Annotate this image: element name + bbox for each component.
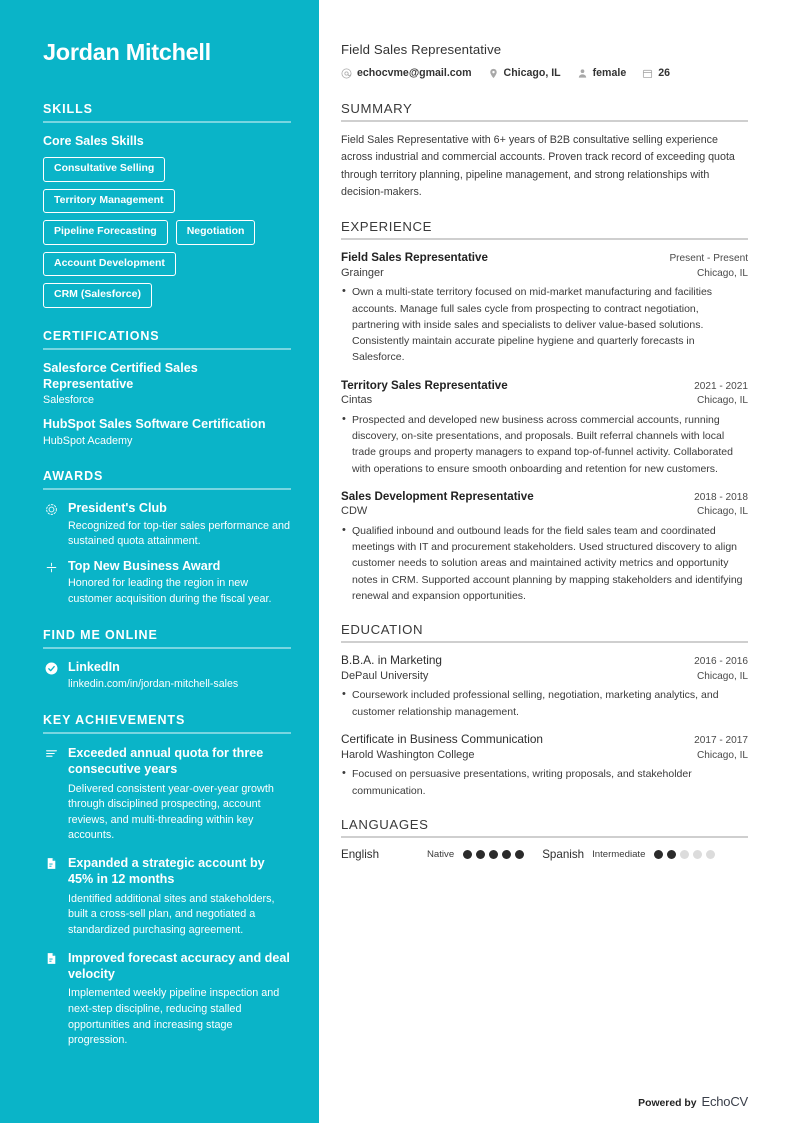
language-item xyxy=(341,848,524,861)
experience-dates: 2018 - 2018 xyxy=(694,491,748,503)
certifications-divider xyxy=(43,348,291,350)
medal-icon xyxy=(43,501,59,516)
education-degree: B.B.A. in Marketing xyxy=(341,653,442,668)
certification-org: HubSpot Academy xyxy=(43,435,133,448)
sidebar-section-find-me-online xyxy=(43,628,291,692)
education-entry xyxy=(341,653,748,720)
education-bullets xyxy=(341,687,748,720)
contact-gender-value: female xyxy=(592,67,627,79)
online-profile-label[interactable]: LinkedIn xyxy=(68,659,120,674)
achievement-description: Implemented weekly pipeline inspection and next-step discipline, reducing stalled opportunities and increasing stage progression. xyxy=(68,987,280,1047)
education-location: Chicago, IL xyxy=(696,671,748,683)
contact-email-value: echocvme@gmail.com xyxy=(357,67,472,79)
achievement-title: Improved forecast accuracy and deal velocity xyxy=(68,950,290,982)
contact-age xyxy=(642,67,670,79)
contact-location-value: Chicago, IL xyxy=(503,67,561,79)
summary-heading: SUMMARY xyxy=(341,101,413,116)
experience-title: Territory Sales Representative xyxy=(341,378,508,392)
footer-prefix: Powered by xyxy=(638,1098,697,1109)
experience-entry xyxy=(341,378,748,477)
certification-item xyxy=(43,361,291,408)
languages-heading: LANGUAGES xyxy=(341,816,429,832)
education-school: DePaul University xyxy=(341,670,429,683)
sidebar-section-key-achievements xyxy=(43,713,291,1049)
language-name: English xyxy=(341,847,380,861)
sidebar-section-awards xyxy=(43,469,291,607)
summary-text: Field Sales Representative with 6+ years of B2B consultative selling experience across industrial and commercial accounts. Proven track record of exceeding quota through territory planning, pipeline management, and strong relationships with decision-makers. xyxy=(341,134,735,198)
trophy-icon xyxy=(43,559,59,574)
bullet: • Focused on persuasive presentations, writing proposals, and stakeholder communication. xyxy=(341,766,748,799)
experience-bullets xyxy=(341,412,748,477)
experience-org: CDW xyxy=(341,505,368,518)
award-title: President's Club xyxy=(68,501,167,516)
experience-location: Chicago, IL xyxy=(696,506,748,518)
experience-dates: Present - Present xyxy=(669,253,748,265)
certification-org: Salesforce xyxy=(43,394,95,407)
find-me-online-heading: FIND ME ONLINE xyxy=(43,627,158,642)
online-profile-url[interactable]: linkedin.com/in/jordan-mitchell-sales xyxy=(68,678,239,691)
section-education xyxy=(341,622,748,799)
awards-heading: AWARDS xyxy=(43,469,104,484)
online-profile-item[interactable] xyxy=(43,660,291,692)
skill-chip[interactable]: Consultative Selling xyxy=(43,157,165,182)
achievement-item xyxy=(43,745,291,844)
check-circle-icon xyxy=(43,660,59,675)
rating-dot xyxy=(489,850,498,859)
achievement-description: Delivered consistent year-over-year growth through disciplined prospecting, account reviews, and multi-threading within key accounts. xyxy=(68,782,274,842)
skill-chip[interactable]: Pipeline Forecasting xyxy=(43,220,168,245)
rating-dot xyxy=(476,850,485,859)
skills-divider xyxy=(43,121,291,123)
education-school: Harold Washington College xyxy=(341,748,475,761)
education-dates: 2017 - 2017 xyxy=(694,734,748,746)
experience-divider xyxy=(341,238,748,240)
award-description: Honored for leading the region in new customer acquisition during the fiscal year. xyxy=(68,577,272,605)
experience-dates: 2021 - 2021 xyxy=(694,380,748,392)
language-level: Native xyxy=(427,848,455,860)
experience-org: Cintas xyxy=(341,394,373,407)
education-dates: 2016 - 2016 xyxy=(694,656,748,668)
experience-org: Grainger xyxy=(341,266,384,279)
contact-email[interactable] xyxy=(341,67,472,79)
experience-heading: EXPERIENCE xyxy=(341,219,433,235)
rating-dot xyxy=(654,850,663,859)
certifications-heading: CERTIFICATIONS xyxy=(43,328,160,343)
skill-chip[interactable]: Negotiation xyxy=(176,220,256,245)
language-name: Spanish xyxy=(542,847,585,861)
summary-divider xyxy=(341,120,748,122)
languages-divider xyxy=(341,836,748,838)
skill-chip[interactable]: Territory Management xyxy=(43,189,175,214)
education-degree: Certificate in Business Communication xyxy=(341,731,543,746)
award-title: Top New Business Award xyxy=(68,558,221,573)
footer-branding xyxy=(638,1094,748,1109)
location-pin-icon xyxy=(488,68,499,79)
skill-chip[interactable]: Account Development xyxy=(43,252,176,277)
award-item xyxy=(43,559,291,607)
certification-item xyxy=(43,417,291,448)
key-achievements-divider xyxy=(43,732,291,734)
sidebar-section-certifications xyxy=(43,329,291,448)
footer-brand: EchoCV xyxy=(701,1094,748,1109)
sidebar xyxy=(0,0,319,1123)
section-experience xyxy=(341,219,748,604)
at-icon xyxy=(341,68,352,79)
education-heading: EDUCATION xyxy=(341,622,424,638)
education-divider xyxy=(341,641,748,643)
certification-name: Salesforce Certified Sales Representative xyxy=(43,360,198,391)
rating-dot xyxy=(693,850,702,859)
awards-divider xyxy=(43,488,291,490)
achievement-item xyxy=(43,950,291,1049)
bullet: • Coursework included professional selling, negotiation, marketing analytics, and customer relationship management. xyxy=(341,687,748,720)
achievement-description: Identified additional sites and stakeholders, built a cross-sell plan, and negotiated a standardized purchasing agreement. xyxy=(68,892,275,937)
language-level: Intermediate xyxy=(592,848,646,860)
rating-dot xyxy=(706,850,715,859)
achievement-title: Expanded a strategic account by 45% in 12 months xyxy=(68,856,265,887)
language-list xyxy=(341,848,748,861)
award-description: Recognized for top-tier sales performance and sustained quota attainment. xyxy=(68,519,291,548)
job-headline: Field Sales Representative xyxy=(341,42,502,57)
achievement-item xyxy=(43,855,291,939)
bullet: • Own a multi-state territory focused on mid-market manufacturing and facilities accounts. Manage full sales cycle from prospecting to contract negotiation, partnering with inside sales and specialists to deliver value-based solutions. Consistently maintain accurate pipeline hygiene and quarterly forecasts in Salesforce. xyxy=(341,284,748,365)
section-languages xyxy=(341,817,748,861)
sidebar-section-skills xyxy=(43,102,291,308)
key-achievements-heading: KEY ACHIEVEMENTS xyxy=(43,712,186,727)
contact-age-value: 26 xyxy=(658,67,671,79)
language-rating xyxy=(463,850,524,859)
section-summary xyxy=(341,101,748,201)
document-icon xyxy=(43,855,59,870)
experience-location: Chicago, IL xyxy=(696,395,748,407)
contact-location xyxy=(488,67,561,79)
skill-chip[interactable]: CRM (Salesforce) xyxy=(43,283,152,308)
rating-dot xyxy=(502,850,511,859)
experience-bullets xyxy=(341,523,748,604)
certification-name: HubSpot Sales Software Certification xyxy=(43,417,266,432)
rating-dot xyxy=(463,850,472,859)
award-item xyxy=(43,501,291,549)
education-bullets xyxy=(341,766,748,799)
main-content xyxy=(319,0,794,1123)
experience-location: Chicago, IL xyxy=(696,267,748,279)
contact-row xyxy=(341,67,748,79)
calendar-icon xyxy=(642,68,653,79)
experience-title: Sales Development Representative xyxy=(341,489,534,503)
skill-chip-list xyxy=(43,157,291,308)
bullet: • Qualified inbound and outbound leads for the field sales team and coordinated meetings with IT and procurement stakeholders. Used structured discovery to align customer needs to solution areas and maintained activity metrics and opportunity notes in CRM. Supported account planning by mapping stakeholders and identifying renewal and expansion opportunities. xyxy=(341,523,748,604)
experience-entry xyxy=(341,250,748,365)
rating-dot xyxy=(667,850,676,859)
education-location: Chicago, IL xyxy=(696,749,748,761)
skills-group-title: Core Sales Skills xyxy=(43,134,144,149)
document-icon xyxy=(43,950,59,965)
contact-gender xyxy=(577,67,627,79)
bullet: • Prospected and developed new business across commercial accounts, running discovery, on-site presentations, and proposals. Built referral channels with local trade groups and property managers to expand top-of-funnel activity. Collaborated with operations to ensure smooth onboarding and retention for new customers. xyxy=(341,412,748,477)
experience-entry xyxy=(341,489,748,604)
education-entry xyxy=(341,732,748,799)
language-item xyxy=(524,848,715,861)
skills-heading: SKILLS xyxy=(43,102,93,117)
language-rating xyxy=(654,850,715,859)
rating-dot xyxy=(680,850,689,859)
experience-bullets xyxy=(341,284,748,365)
person-icon xyxy=(577,68,588,79)
candidate-name: Jordan Mitchell xyxy=(43,39,211,65)
experience-title: Field Sales Representative xyxy=(341,251,488,265)
list-lines-icon xyxy=(43,745,59,760)
achievement-title: Exceeded annual quota for three consecutive years xyxy=(68,745,264,777)
find-me-online-divider xyxy=(43,647,291,649)
rating-dot xyxy=(515,850,524,859)
